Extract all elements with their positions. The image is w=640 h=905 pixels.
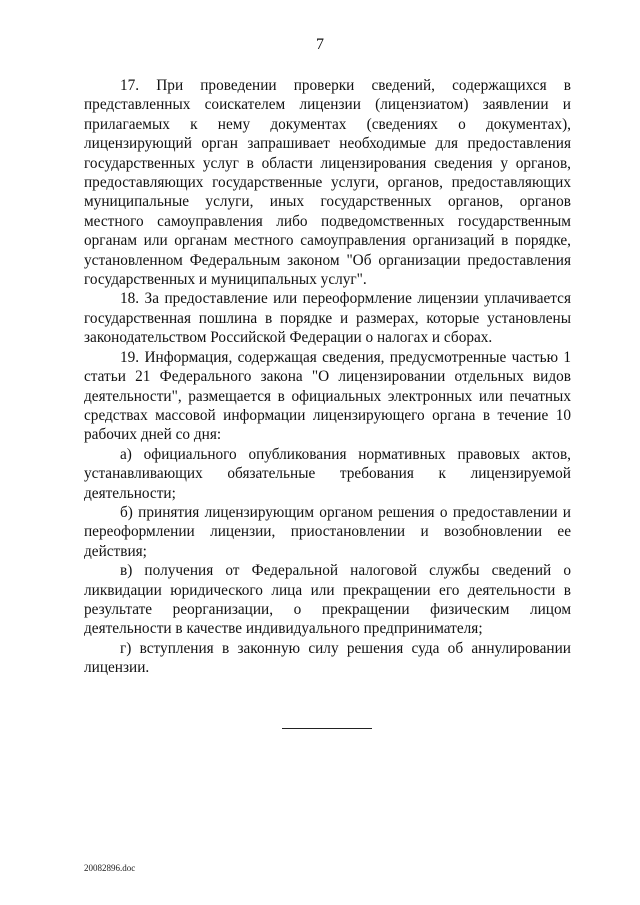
paragraph-17: 17. При проведении проверки сведений, содержащихся в представленных соискателем лицензии (лицензиатом) заявлении и прилагаемых к нему документах (сведениях о документах), лицензирующий орган запрашивает необходимые для предоставления государственных услуг в области лицензирования сведения у органов, предоставляющих государственные услуги, органов, предоставляющих муниципальные услуги, иных государственных органов, органов местного самоуправления либо подведомственных государственным органам или органам местного самоуправления организаций в порядке, установленном Федеральным законом "Об организации предоставления государственных и муниципальных услуг". [84, 77, 571, 289]
paragraph-19: 19. Информация, содержащая сведения, предусмотренные частью 1 статьи 21 Федерального закона "О лицензировании отдельных видов деятельности", размещается в официальных электронных или печатных средствах массовой информации лицензирующего органа в течение 10 рабочих дней со дня: [84, 348, 571, 444]
list-item-b: б) принятия лицензирующим органом решения о предоставлении и переоформлении лицензии, приостановлении и возобновлении ее действия; [84, 503, 571, 560]
page-number: 7 [316, 36, 324, 53]
list-item-a: а) официального опубликования нормативных правовых актов, устанавливающих обязательные требования к лицензируемой деятельности; [84, 445, 571, 502]
list-item-v: в) получения от Федеральной налоговой службы сведений о ликвидации юридического лица или прекращении его деятельности в результате реорганизации, о прекращении физическим лицом деятельности в качестве индивидуального предпринимателя; [84, 562, 571, 638]
closing-divider [282, 728, 372, 729]
file-reference: 20082896.doc [84, 863, 136, 873]
document-body [84, 76, 571, 678]
paragraph-18: 18. За предоставление или переоформление лицензии уплачивается государственная пошлина в порядке и размерах, которые установлены законодательством Российской Федерации о налогах и сборах. [84, 290, 571, 347]
list-item-g: г) вступления в законную силу решения суда об аннулировании лицензии. [84, 639, 571, 677]
